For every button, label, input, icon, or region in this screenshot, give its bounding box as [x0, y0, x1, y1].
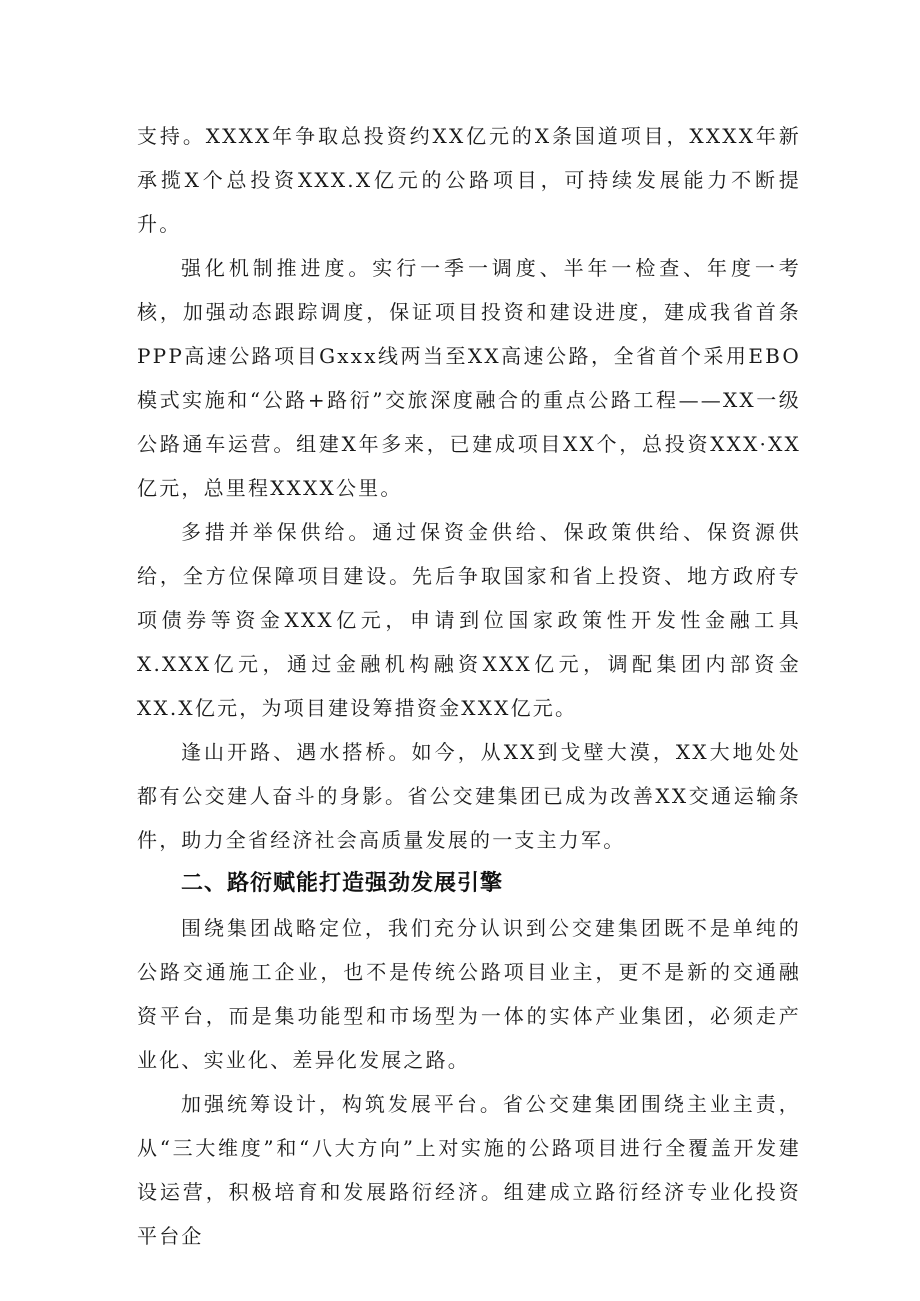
paragraph-continuation: 支持。XXXX年争取总投资约XX亿元的X条国道项目，XXXX年新承揽X个总投资XXX.X亿元的公路项目，可持续发展能力不断提升。 — [137, 124, 801, 236]
paragraph-bridges: 逢山开路、遇水搭桥。如今，从XX到戈壁大漠，XX大地处处都有公交建人奋斗的身影。省公交建集团已成为改善XX交通运输条件，助力全省经济社会高质量发展的一支主力军。 — [137, 740, 801, 852]
paragraph-supply: 多措并举保供给。通过保资金供给、保政策供给、保资源供给，全方位保障项目建设。先后争取国家和省上投资、地方政府专项债券等资金XXX亿元，申请到位国家政策性开发性金融工具X.XXX亿元，通过金融机构融资XXX亿元，调配集团内部资金XX.X亿元，为项目建设筹措资金XXX亿元。 — [137, 520, 801, 720]
paragraph-strategy: 围绕集团战略定位，我们充分认识到公交建集团既不是单纯的公路交通施工企业，也不是传统公路项目业主，更不是新的交通融资平台，而是集功能型和市场型为一体的实体产业集团，必须走产业化、实业化、差异化发展之路。 — [137, 916, 801, 1072]
paragraph-platform: 加强统筹设计，构筑发展平台。省公交建集团围绕主业主责，从“三大维度”和“八大方向”上对实施的公路项目进行全覆盖开发建设运营，积极培育和发展路衍经济。组建成立路衍经济专业化投资平台企 — [137, 1092, 801, 1248]
paragraph-mechanism: 强化机制推进度。实行一季一调度、半年一检查、年度一考核，加强动态跟踪调度，保证项目投资和建设进度，建成我省首条PPP高速公路项目Gxxx线两当至XX高速公路，全省首个采用EBO模式实施和“公路+路衍”交旅深度融合的重点公路工程——XX一级公路通车运营。组建X年多来，已建成项目XX个，总投资XXX·XX亿元，总里程XXXX公里。 — [137, 256, 801, 500]
document-body — [137, 114, 801, 1258]
section-heading: 二、路衍赋能打造强劲发展引擎 — [181, 871, 504, 896]
